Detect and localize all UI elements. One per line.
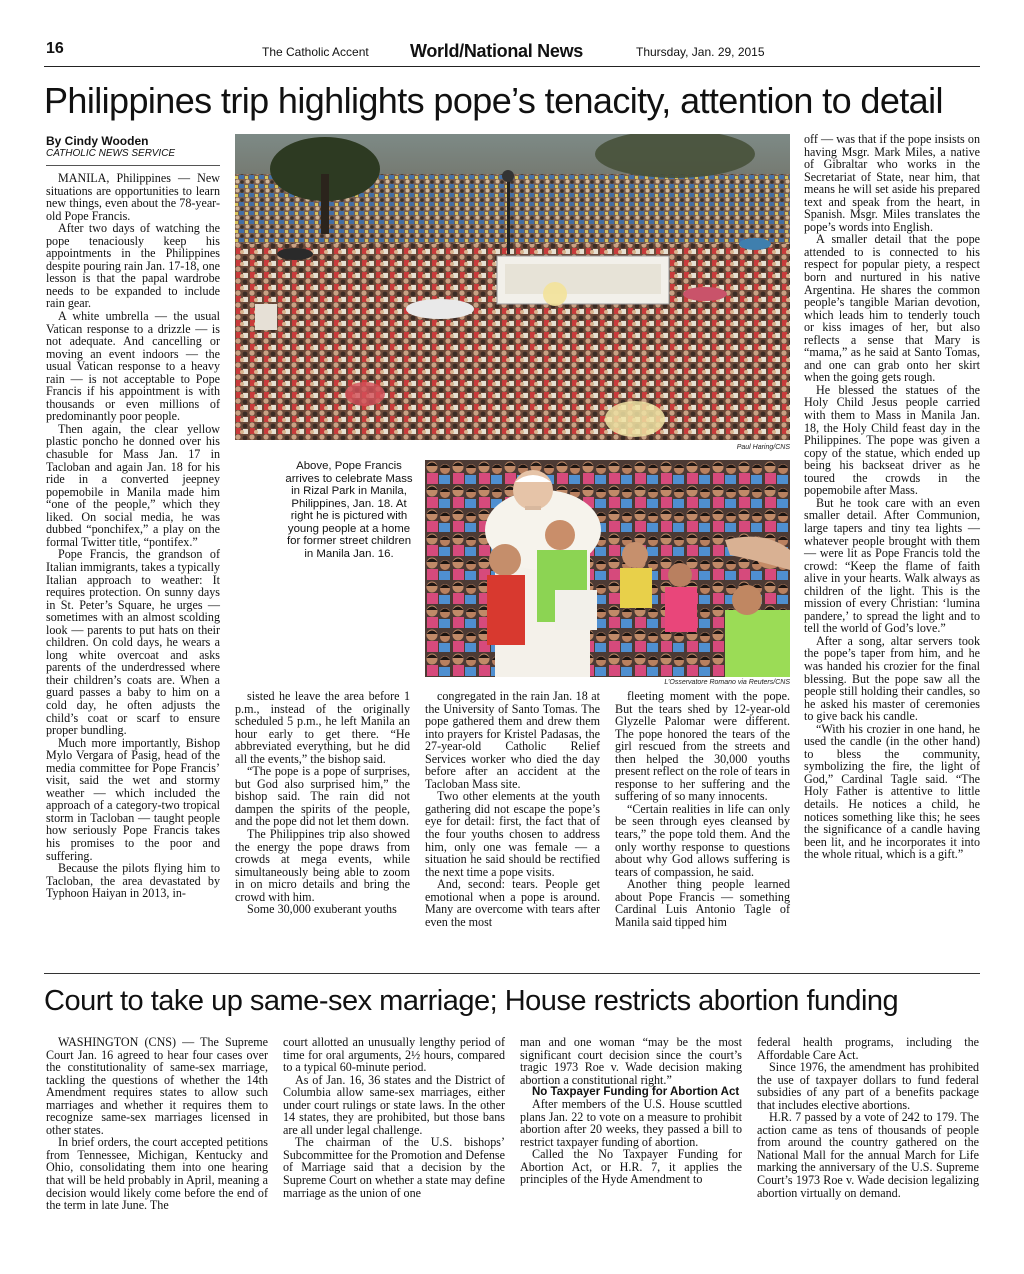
story2-column-3-bottom — [520, 1098, 742, 1186]
paragraph: He blessed the statues of the Holy Child Jesus people carried with them to Mass in Manila Jan. 18, the Holy Child feast day in the Philippines. The pope was given a copy of the statue, which ended up being his backseat driver as he toured the crowds in the popemobile after Mass. — [804, 382, 980, 498]
story1-column-2 — [235, 690, 410, 916]
paragraph: federal health programs, including the Affordable Care Act. — [757, 1035, 979, 1062]
crowd-photo — [235, 134, 790, 440]
story1-headline: Philippines trip highlights pope’s tenacity, attention to detail — [44, 80, 943, 121]
paragraph: And, second: tears. People get emotional when a pope is around. Many are overcome with tears after even the most — [425, 877, 600, 929]
children-photo-credit: L’Osservatore Romano via Reuters/CNS — [664, 679, 790, 686]
children-photo — [425, 460, 790, 677]
paragraph: A white umbrella — the usual Vatican response to a drizzle — is not adequate. And cancelling or moving an event indoors — the usual Vatican response to a heavy rain — is not acceptable to Pope Francis if his appointment is with thousands or even millions of predominantly poor people. — [46, 309, 220, 424]
story2-column-1 — [46, 1036, 268, 1212]
paragraph: fleeting moment with the pope. But the tears shed by 12-year-old Glyzelle Palomar were different. The pope honored the tears of the girl rescued from the streets and then helped the 30,000 youths present reflect on the role of tears in response to her suffering and the suffering of so many innocents. — [615, 689, 790, 804]
crowd-photo-credit: Paul Haring/CNS — [736, 444, 790, 451]
paragraph: Another thing people learned about Pope Francis — something Cardinal Luis Antonio Tagle of Manila said tipped him — [615, 877, 790, 929]
story2-column-4 — [757, 1036, 979, 1199]
story2-column-3-top — [520, 1036, 742, 1086]
story2-column-3 — [520, 1036, 742, 1186]
paragraph: MANILA, Philippines — New situations are opportunities to learn new things, even about the 78-year-old Pope Francis. — [46, 171, 220, 223]
byline-agency: CATHOLIC NEWS SERVICE — [46, 148, 176, 159]
paragraph: The chairman of the U.S. bishops’ Subcommittee for the Promotion and Defense of Marriage said that a decision by the Supreme Court on whether a state may define marriage as the union of one — [283, 1135, 506, 1200]
story1-column-5 — [804, 133, 980, 861]
paragraph: Pope Francis, the grandson of Italian immigrants, takes a typically Italian approach to weather: It requires protection. On sunny days in St. Peter’s Square, he urges — sometimes with an almost scolding look — parents to put hats on their children. On cold days, he wears a long white overcoat and asks parents of the underdressed where their children’s coats are. When a guard passes a baby to him on a cold day, he often adjusts the child’s coat or scarf to ensure proper bundling. — [46, 547, 220, 738]
paragraph: sisted he leave the area before 1 p.m., instead of the originally scheduled 5 p.m., he left Manila an hour early to get there. “He abbreviated everything, but he did all the events,” the bishop said. — [235, 689, 410, 766]
publication-name: The Catholic Accent — [262, 45, 369, 59]
paragraph: After two days of watching the pope tenaciously keep his appointments in the Philippines despite pouring rain Jan. 17-18, one lesson is that the papal wardrobe needs to be expanded to include rain gear. — [46, 221, 220, 311]
paragraph: “Certain realities in life can only be seen through eyes cleansed by tears,” the pope told them. And the only worthy response to questions about why God allows suffering is tears of compassion, he said. — [615, 801, 790, 879]
paragraph: off — was that if the pope insists on having Msgr. Mark Miles, a native of Gibraltar who works in the Secretariat of State, near him, that means he will set aside his prepared text and speak from the heart, in Spanish. Msgr. Miles translates the pope’s words into English. — [804, 132, 980, 234]
paragraph: Called the No Taxpayer Funding for Abortion Act, or H.R. 7, it applies the principles of the Hyde Amendment to — [520, 1147, 742, 1187]
paragraph: But he took care with an even smaller detail. After Communion, large tapers and tiny tea lights — whatever people brought with them — were lit as Pope Francis told the crowd: “Keep the flame of faith alive in your hearts. Walk always as children of the light. This is the mission of every Christian: ‘lumina pandere,’ to spread the light and to tell the world of God’s love.” — [804, 495, 980, 636]
paragraph: “With his crozier in one hand, he used the candle (in the other hand) to bless the community, symbolizing the fire, the light of God,” Cardinal Tagle said. “The Holy Father is attentive to little details. He notices a child, he notices something like this; he sees the significance of a candle having been lit, and he incorporates it into the whole ritual, which is a gift.” — [804, 721, 980, 862]
story1-column-3 — [425, 690, 600, 928]
story2-headline: Court to take up same-sex marriage; House restricts abortion funding — [44, 985, 899, 1017]
children-photo-image — [425, 460, 790, 677]
header-rule — [44, 66, 980, 67]
paragraph: H.R. 7 passed by a vote of 242 to 179. The action came as tens of thousands of people from around the country gathered on the National Mall for the annual March for Life marking the anniversary of the U.S. Supreme Court’s 1973 Roe v. Wade decision legalizing abortion virtually on demand. — [757, 1110, 979, 1200]
story1-column-1 — [46, 172, 220, 900]
story1-column-4 — [615, 690, 790, 928]
paragraph: Much more importantly, Bishop Mylo Vergara of Pasig, head of the media committee for Pope Francis’ visit, said the wet and stormy weather — which included the approach of a category-two tropical storm in Tacloban — taught people how seriously Pope Francis takes his promises to the poor and suffering. — [46, 735, 220, 863]
crowd-photo-image — [235, 134, 790, 440]
page-number: 16 — [46, 40, 64, 57]
paragraph: court allotted an unusually lengthy period of time for oral arguments, 2½ hours, compared to a typical 60-minute period. — [283, 1035, 505, 1075]
paragraph: Some 30,000 exuberant youths — [247, 902, 397, 917]
section-rule — [44, 973, 980, 974]
byline — [46, 134, 221, 159]
paragraph: man and one woman “may be the most significant court decision since the court’s tragic 1973 Roe v. Wade decision making abortion a constitutional right.” — [520, 1035, 742, 1087]
byline-rule — [46, 165, 220, 166]
section-title: World/National News — [410, 41, 583, 61]
photo-caption: Above, Pope Francis arrives to celebrate Mass in Rizal Park in Manila, Philippines, Jan. 18. At right he is pictured with young people at a home for former street children in Manila Jan. 16. — [285, 460, 413, 560]
paragraph: Then again, the clear yellow plastic poncho he donned over his chasuble for Mass Jan. 17 in Tacloban and again Jan. 18 for his ride in a converted jeepney popemobile in Manila made him “one of the people,” which they liked. On social media, he was dubbed “ponchifex,” a play on the formal Twitter title, “pontifex.” — [46, 421, 220, 549]
paragraph: As of Jan. 16, 36 states and the District of Columbia allow same-sex marriages, either under court rulings or state laws. In the other 14 states, they are prohibited, but those bans are all under legal challenge. — [283, 1072, 505, 1137]
issue-date: Thursday, Jan. 29, 2015 — [636, 45, 765, 59]
paragraph: After members of the U.S. House scuttled plans Jan. 22 to vote on a measure to prohibit abortion after 20 weeks, they passed a bill to restrict taxpayer funding of abortion. — [520, 1097, 742, 1149]
paragraph: congregated in the rain Jan. 18 at the University of Santo Tomas. The pope gathered them and drew them into prayers for Kristel Padasas, the 27-year-old Catholic Relief Services worker who died the day before after an accident at the Tacloban Mass site. — [425, 689, 600, 791]
byline-author: By Cindy Wooden — [46, 134, 149, 148]
paragraph: Two other elements at the youth gathering did not escape the pope’s eye for detail: first, the fact that of the four youths chosen to address him, only one was female — a situation he said should be rectified the next time a pope visits. — [425, 789, 600, 879]
paragraph: WASHINGTON (CNS) — The Supreme Court Jan. 16 agreed to hear four cases over the constitutionality of same-sex marriage, tackling the questions of whether the 14th Amendment requires states to allow such marriages and whether it requires them to recognize same-sex marriages licensed in other states. — [46, 1035, 268, 1137]
paragraph: After a song, altar servers took the pope’s taper from him, and he was handed his crozier for the final blessing. But the pope saw all the people still holding their candles, so he asked his master of ceremonies to give back his candle. — [804, 633, 980, 724]
paragraph: Since 1976, the amendment has prohibited the use of taxpayer dollars to fund federal subsidies of any part of a benefits package that includes elective abortions. — [757, 1060, 979, 1112]
paragraph: Because the pilots flying him to Tacloban, the area devastated by Typhoon Haiyan in 2013, in- — [46, 861, 220, 901]
story2-subhead: No Taxpayer Funding for Abortion Act — [532, 1086, 740, 1099]
story2-column-2 — [283, 1036, 505, 1199]
paragraph: “The pope is a pope of surprises, but God also surprised him,” the bishop said. The rain did not dampen the spirits of the people, and the pope did not let them down. — [235, 764, 410, 829]
paragraph: A smaller detail that the pope attended to is connected to his respect for popular piety, a respect born and nurtured in his native Argentina. He shares the common people’s tangible Marian devotion, which leads him to tenderly touch or kiss images of her, but also reflects a sense that Mary is “mama,” as he said at Santo Tomas, and one can grab onto her skirt when the going gets rough. — [804, 232, 980, 385]
paragraph: In brief orders, the court accepted petitions from Tennessee, Michigan, Kentucky and Ohio, consolidating them into one hearing that will be held probably in April, meaning a decision would likely come before the end of the term in late June. The — [46, 1135, 268, 1213]
paragraph: The Philippines trip also showed the energy the pope draws from crowds at mega events, while simultaneously being able to zoom in on micro details and bring the crowd with him. — [235, 827, 410, 904]
